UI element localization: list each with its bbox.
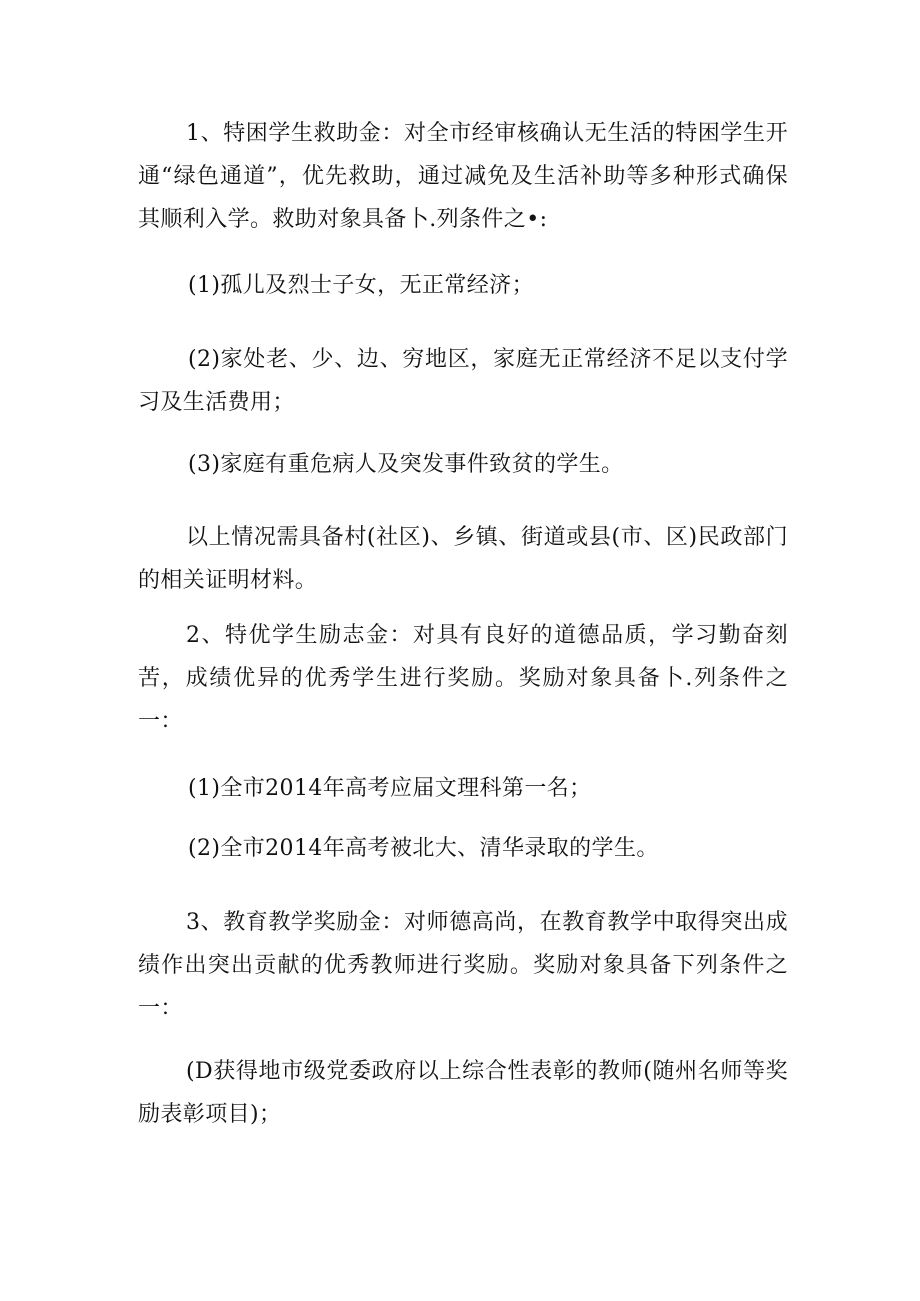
paragraph-certification-note: 以上情况需具备村(社区)、乡镇、街道或县(市、区)民政部门的相关证明材料。 [138, 525, 788, 593]
paragraph-aid-condition-2: (2)家处老、少、边、穷地区，家庭无正常经济不足以支付学习及生活费用； [138, 347, 788, 415]
paragraph-award-condition-1: (1)全市2014年高考应届文理科第一名； [188, 776, 592, 801]
paragraph-teaching-condition-1: (D获得地市级党委政府以上综合性表彰的教师(随州名师等奖励表彰项目)； [138, 1059, 788, 1127]
paragraph-2-excellent-student-award: 2、特优学生励志金：对具有良好的道德品质，学习勤奋刻苦，成绩优异的优秀学生进行奖励。奖励对象具备卜.列条件之一： [138, 623, 788, 734]
paragraph-3-teaching-award: 3、教育教学奖励金：对师德高尚，在教育教学中取得突出成绩作出突出贡献的优秀教师进行奖励。奖励对象具备下列条件之一： [138, 910, 788, 1021]
paragraph-aid-condition-1: (1)孤儿及烈士子女，无正常经济； [188, 273, 534, 298]
paragraph-award-condition-2: (2)全市2014年高考被北大、清华录取的学生。 [188, 836, 659, 861]
paragraph-aid-condition-3: (3)家庭有重危病人及突发事件致贫的学生。 [188, 452, 624, 477]
paragraph-1-special-hardship-aid: 1、特困学生救助金：对全市经审核确认无生活的特困学生开通“绿色通道”，优先救助，通过减免及生活补助等多种形式确保其顺利入学。救助对象具备卜.列条件之•: [138, 121, 788, 232]
